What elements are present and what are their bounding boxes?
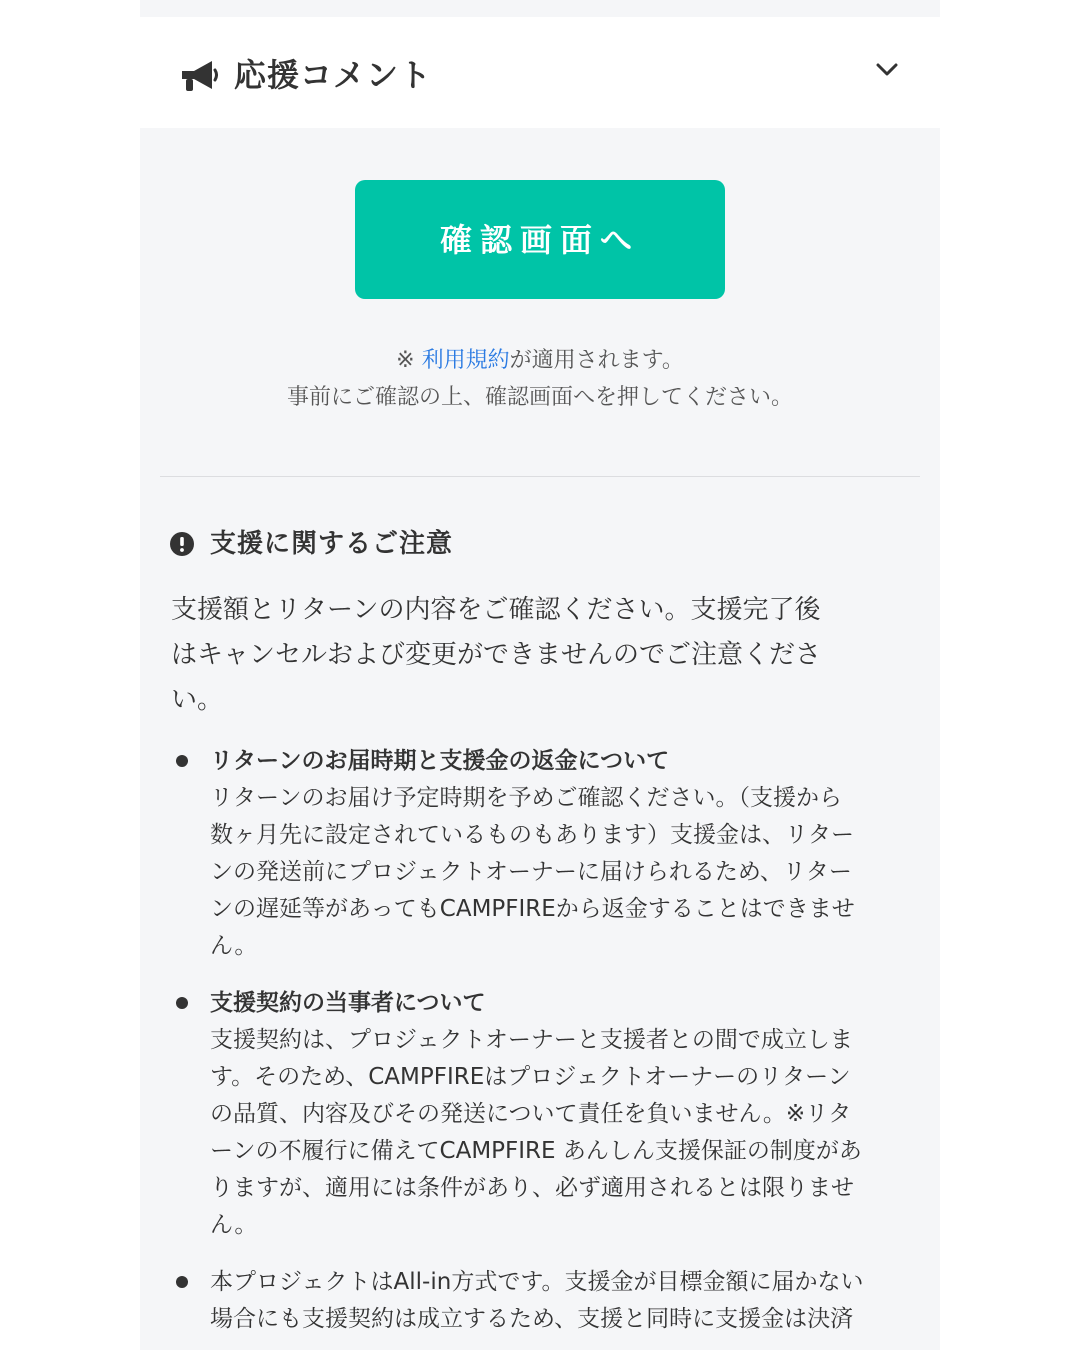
megaphone-icon [180, 59, 218, 95]
terms-notice [140, 342, 940, 379]
alert-circle-icon [170, 532, 194, 556]
divider [160, 476, 920, 477]
bullet-dot [176, 755, 188, 767]
notice-intro-line: はキャンセルおよび変更ができませんのでご注意くださ [171, 640, 822, 670]
notice-item-line: ん。 [210, 1212, 258, 1238]
bullet-dot [176, 1276, 188, 1288]
notice-intro-line: い。 [171, 685, 224, 715]
chevron-down-icon[interactable] [876, 63, 898, 77]
notice-item-line: 場合にも支援契約は成立するため、支援と同時に支援金は決済 [210, 1306, 854, 1332]
notice-item-line: す。そのため、CAMPFIREはプロジェクトオーナーのリターン [210, 1064, 851, 1090]
notice-intro [171, 588, 901, 723]
accordion-title: 応援コメント [234, 56, 433, 94]
notice-item-line: ンの遅延等があってもCAMPFIREから返金することはできませ [210, 896, 855, 922]
confirm-screen-button[interactable]: 確認画面へ [355, 180, 725, 299]
support-comment-accordion[interactable] [140, 17, 940, 128]
notice-item-parties [170, 985, 910, 1244]
notice-item-line: 本プロジェクトはAll-in方式です。支援金が目標金額に届かない [210, 1269, 864, 1295]
notice-item-delivery [170, 743, 910, 965]
notice-item-line: ンの発送前にプロジェクトオーナーに届けられるため、リター [210, 859, 852, 885]
terms-of-service-link[interactable]: 利用規約 [421, 348, 510, 373]
terms-prefix: ※ [396, 348, 422, 373]
page [140, 0, 940, 1350]
notice-intro-line: 支援額とリターンの内容をご確認ください。支援完了後 [171, 595, 821, 625]
terms-suffix: が適用されます。 [509, 348, 684, 373]
notice-item-all-in [170, 1264, 910, 1338]
notice-list [170, 743, 910, 1358]
notice-item-line: 数ヶ月先に設定されているものもあります）支援金は、リター [210, 822, 854, 848]
notice-item-line: 支援契約は、プロジェクトオーナーと支援者との間で成立しま [210, 1027, 853, 1053]
notice-item-title: 支援契約の当事者について [210, 990, 486, 1016]
notice-heading-text: 支援に関するご注意 [210, 529, 454, 559]
bullet-dot [176, 997, 188, 1009]
notice-item-line: ーンの不履行に備えてCAMPFIRE あんしん支援保証の制度があ [210, 1138, 862, 1164]
notice-item-line: リターンのお届け予定時期を予めご確認ください。（支援から [210, 785, 843, 811]
notice-item-line: の品質、内容及びその発送について責任を負いません。※リタ [210, 1101, 852, 1127]
notice-item-line: りますが、適用には条件があり、必ず適用されるとは限りませ [210, 1175, 854, 1201]
notice-item-title: リターンのお届時期と支援金の返金について [210, 748, 670, 774]
terms-instruction: 事前にご確認の上、確認画面へを押してください。 [286, 385, 793, 410]
notice-item-line: ん。 [210, 933, 258, 959]
